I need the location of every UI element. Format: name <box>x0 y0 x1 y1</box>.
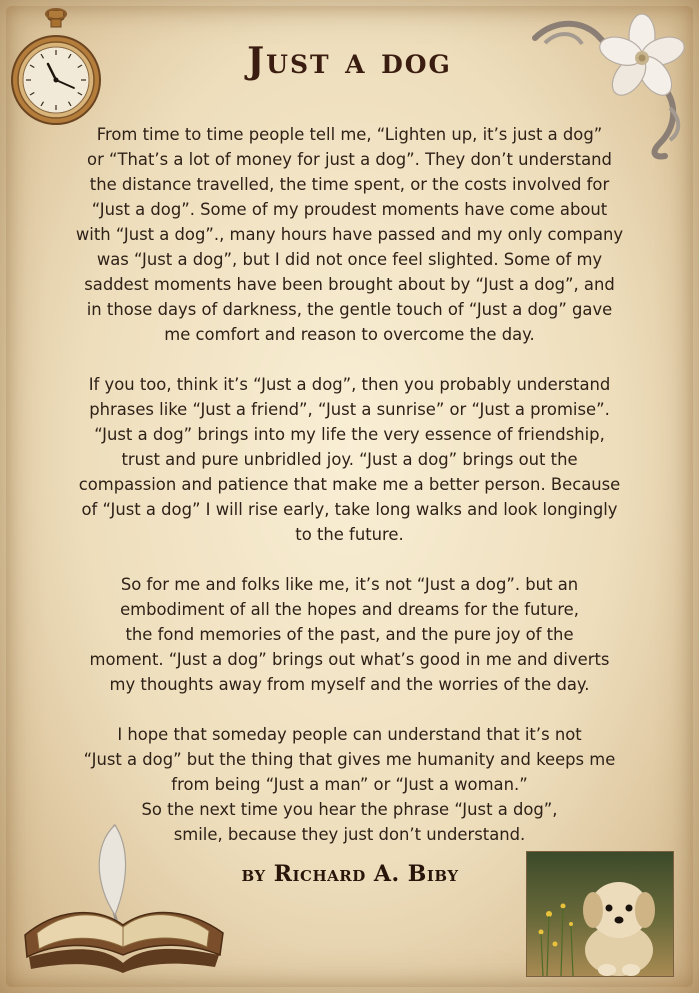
text-line: the fond memories of the past, and the pure joy of the <box>125 625 574 644</box>
text-line: my thoughts away from myself and the worries of the day. <box>109 675 590 694</box>
text-line: saddest moments have been brought about by “Just a dog”, and <box>84 275 615 294</box>
paragraph-1 <box>45 122 654 347</box>
text-line: smile, because they just don’t understand. <box>173 825 526 844</box>
text-line: moment. “Just a dog” brings out what’s good in me and diverts <box>89 650 610 669</box>
text-line: phrases like “Just a friend”, “Just a sunrise” or “Just a promise”. <box>89 400 610 419</box>
text-line: compassion and patience that make me a better person. Because <box>78 475 621 494</box>
text-line: from being “Just a man” or “Just a woman.” <box>171 775 528 794</box>
paragraph-3 <box>45 572 654 697</box>
text-line: “Just a dog” brings into my life the very essence of friendship, <box>94 425 605 444</box>
text-line: was “Just a dog”, but I did not once feel slighted. Some of my <box>96 250 603 269</box>
text-line: me comfort and reason to overcome the day. <box>164 325 535 344</box>
text-line: From time to time people tell me, “Lighten up, it’s just a dog” <box>96 125 603 144</box>
text-line: with “Just a dog”., many hours have passed and my only company <box>75 225 624 244</box>
text-line: “Just a dog”. Some of my proudest moments have come about <box>91 200 608 219</box>
text-line: trust and pure unbridled joy. “Just a dog” brings out the <box>121 450 578 469</box>
text-line: So for me and folks like me, it’s not “Just a dog”. but an <box>120 575 579 594</box>
paragraph-2 <box>45 372 654 547</box>
text-line: the distance travelled, the time spent, or the costs involved for <box>89 175 610 194</box>
text-line: If you too, think it’s “Just a dog”, then you probably understand <box>88 375 611 394</box>
author-byline: by Richard A. Biby <box>241 861 459 887</box>
paragraph-4 <box>45 722 654 847</box>
page-title: Just a dog <box>247 40 452 82</box>
text-line: to the future. <box>295 525 404 544</box>
poem-body <box>45 122 654 872</box>
text-line: I hope that someday people can understand that it’s not <box>117 725 582 744</box>
text-line: So the next time you hear the phrase “Just a dog”, <box>141 800 558 819</box>
text-line: embodiment of all the hopes and dreams for the future, <box>120 600 579 619</box>
text-line: of “Just a dog” I will rise early, take long walks and look longingly <box>81 500 618 519</box>
text-line: “Just a dog” but the thing that gives me humanity and keeps me <box>83 750 616 769</box>
text-line: or “That’s a lot of money for just a dog”. They don’t understand <box>87 150 612 169</box>
text-line: in those days of darkness, the gentle touch of “Just a dog” gave <box>86 300 613 319</box>
